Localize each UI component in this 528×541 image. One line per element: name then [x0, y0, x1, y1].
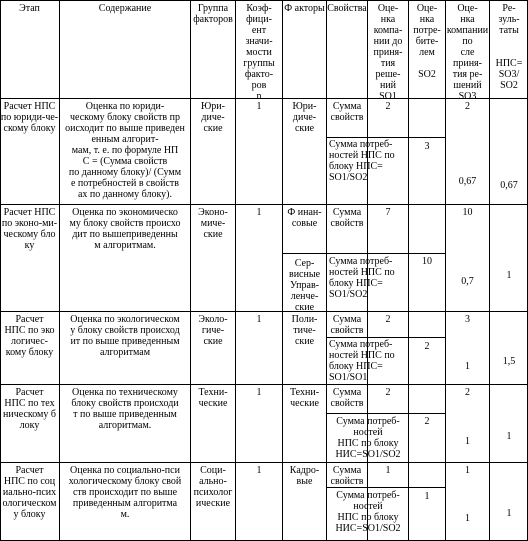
row5-content: Оценка по социально-пси хологическому блоку свой ств происходит по выше приведенным алгоритма м. — [68, 465, 182, 520]
row2-result: 1 — [506, 270, 512, 281]
row1-prop1: Сумма свойств — [330, 101, 364, 123]
row2-group: Эконо- миче- ские — [198, 207, 228, 240]
row2-coef: 1 — [256, 207, 262, 218]
row5-so3a: 1 — [465, 465, 470, 476]
header-result: Ре- зуль- таты НПС= SO3/ SO2 — [495, 3, 523, 91]
header-so1: Оце- нка компа- нии до приня- тия реше- ний SO1 — [373, 3, 403, 102]
row1-stage: Расчет НПС по юриди-че- скому блоку — [0, 101, 59, 134]
row2-stage: Расчет НПС по эконо-ми- ческому бло ку — [1, 207, 58, 251]
row3-result: 1,5 — [502, 356, 516, 367]
row3-group: Эколо- гиче- ские — [198, 314, 228, 347]
row2-factor1: Ф инан- совые — [287, 207, 322, 229]
row3-coef: 1 — [256, 314, 262, 325]
row4-prop1: Сумма свойств — [330, 387, 364, 409]
row1-so2: 3 — [424, 141, 430, 152]
row3-so3a: 3 — [465, 314, 470, 325]
row5-so3b: 1 — [465, 513, 470, 524]
header-so3: Оце- нка компании по сле приня- тия ре- шений SO3 — [446, 3, 489, 102]
row4-content: Оценка по техническому блоку свойств происходи т по выше приведенным алгоритмам. — [71, 387, 179, 431]
row5-group: Соци- ально- психолог ические — [193, 465, 233, 509]
row2-factor2: Сер- висные Управ- ленче- ские — [288, 258, 321, 313]
row1-content: Оценка по юриди- ческому блоку свойств пр оисходит по выше приведен енным алгорит- мам, т. е. по формуле НП С = (Сумма свойств по данному блоку)/ (Сумм е потребностей в свойств ах по данному блоку). — [65, 101, 185, 200]
row2-so1: 7 — [385, 207, 391, 218]
row2-prop1: Сумма свойств — [330, 207, 364, 229]
row4-group: Техни- ческие — [198, 387, 228, 409]
row3-so1: 2 — [385, 314, 391, 325]
row4-coef: 1 — [256, 387, 262, 398]
row3-content: Оценка по экологическом у блоку свойств происход ит по выше приведенным алгоритмам — [70, 314, 180, 358]
row5-coef: 1 — [256, 465, 262, 476]
row4-so2: 2 — [424, 416, 430, 427]
header-factors: Ф акторы — [284, 3, 325, 14]
row1-group: Юри- диче- ские — [201, 101, 225, 134]
row4-result: 1 — [506, 431, 512, 442]
row3-factor1: Поли- тиче- ские — [291, 314, 318, 347]
row2-prop2: Сумма потреб- ностей НПС по блоку НПС= SO1/SO2 — [329, 256, 395, 300]
row5-prop1: Сумма свойств — [330, 465, 364, 487]
header-stage: Этап — [19, 3, 40, 14]
row4-factor1: Техни- ческие — [289, 387, 320, 409]
row3-so2: 2 — [424, 341, 430, 352]
row3-prop2: Сумма потреб- ностей НПС по блоку НПС= SO1/SO1 — [329, 339, 395, 383]
header-properties: Свойства — [327, 3, 367, 14]
header-content: Содержание — [98, 3, 152, 14]
row4-stage: Расчет НПС по тех ническому б локу — [3, 387, 56, 431]
row2-content: Оценка по экономическо му блоку свойств происхо дит по вышеприведенны м алгоритмам. — [69, 207, 181, 251]
row1-so3a: 2 — [465, 101, 470, 112]
row2-so2: 10 — [422, 256, 432, 267]
row4-so3b: 1 — [465, 436, 470, 447]
row5-so2: 1 — [424, 491, 430, 502]
row1-factor1: Юри- диче- ские — [292, 101, 317, 134]
row1-so1: 2 — [385, 101, 391, 112]
header-so2: Оце- нка потре- бите- лем SO2 — [413, 3, 441, 80]
row1-prop2: Сумма потреб- ностей НПС по блоку НПС= SO1/SO2 — [329, 139, 395, 183]
row3-so3b: 1 — [465, 361, 470, 372]
header-coef: Коэф- фици- ент значи- мости группы факто- ров n — [243, 3, 275, 102]
row4-so1: 2 — [385, 387, 391, 398]
row5-stage: Расчет НПС по соц иально-псих ологическом у блоку — [2, 465, 57, 520]
row5-factor1: Кадро- вые — [289, 465, 320, 487]
row2-so3a: 10 — [462, 207, 473, 218]
row4-prop2: Сумма потреб- ностей НПС по блоку НИС=SO1/SO2 — [335, 416, 401, 460]
row5-so1: 1 — [385, 465, 391, 476]
row1-so3b: 0,67 — [458, 176, 477, 187]
row3-stage: Расчет НПС по эко логичес- кому блоку — [4, 314, 55, 358]
row1-result: 0,67 — [500, 180, 518, 191]
row2-so3b: 0,7 — [461, 276, 474, 287]
header-factor-group: Группа факторов — [193, 3, 233, 25]
row1-coef: 1 — [256, 101, 262, 112]
row5-prop2: Сумма потреб- ностей НПС по блоку НИС=SO1/SO2 — [335, 490, 401, 534]
row4-so3a: 2 — [465, 387, 470, 398]
row5-result: 1 — [506, 508, 512, 519]
row3-prop1: Сумма свойств — [330, 314, 364, 336]
